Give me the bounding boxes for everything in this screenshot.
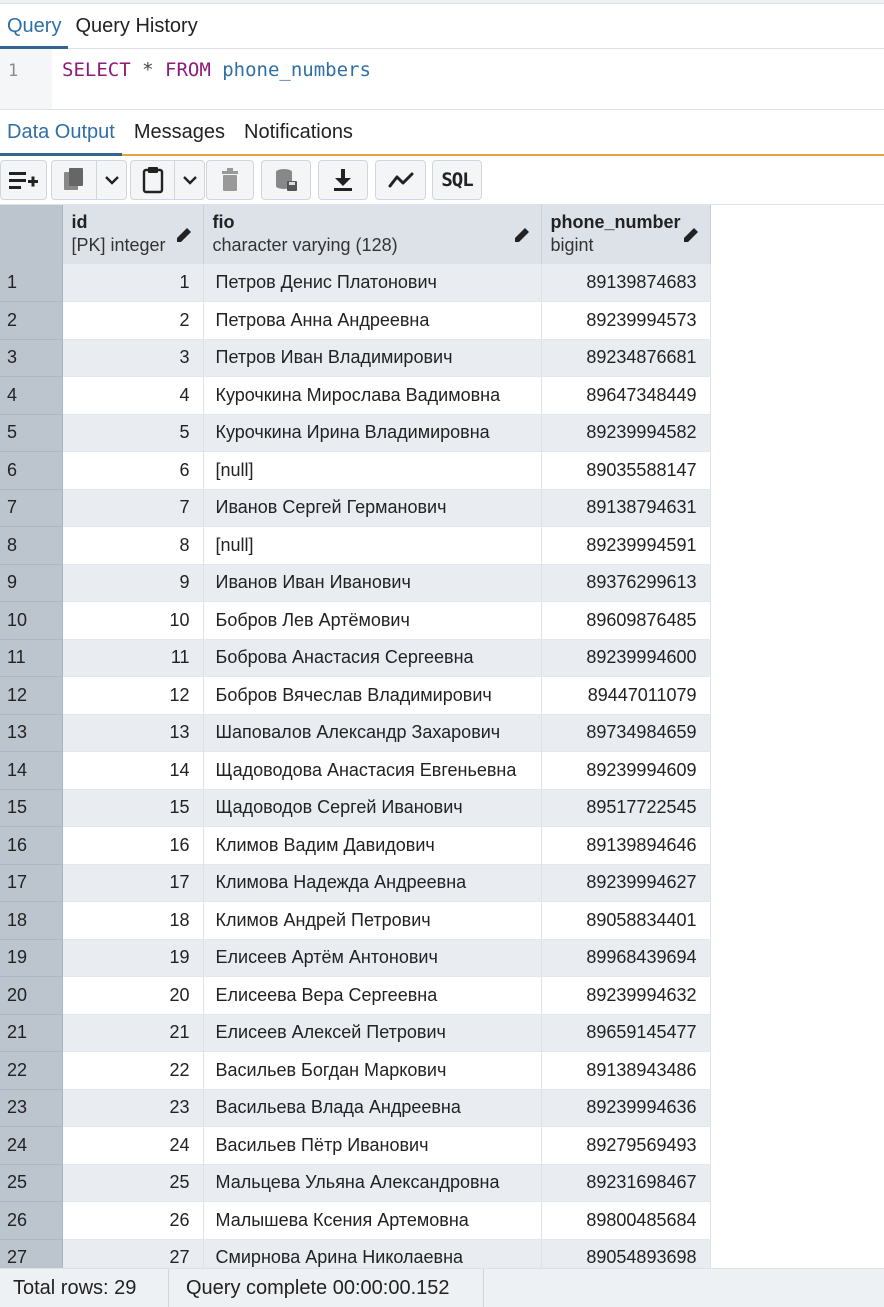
graph-visualiser-icon bbox=[388, 172, 414, 188]
line-number: 1 bbox=[8, 61, 19, 81]
row-number-cell[interactable]: 19 bbox=[0, 939, 62, 977]
cell-fio[interactable]: Климова Надежда Андреевна bbox=[203, 864, 541, 902]
cell-phone-number[interactable]: 89609876485 bbox=[541, 602, 710, 640]
paste-icon bbox=[141, 166, 165, 194]
sql-code-line[interactable] bbox=[62, 59, 371, 81]
cell-id[interactable]: 19 bbox=[62, 939, 203, 977]
cell-fio[interactable]: Климов Андрей Петрович bbox=[203, 902, 541, 940]
table-row[interactable] bbox=[0, 414, 710, 452]
cell-fio[interactable]: Смирнова Арина Николаевна bbox=[203, 1239, 541, 1277]
column-header-id[interactable] bbox=[62, 205, 203, 264]
table-row[interactable] bbox=[0, 452, 710, 490]
pencil-icon[interactable] bbox=[682, 226, 700, 244]
paste-button[interactable] bbox=[130, 160, 175, 200]
row-number-cell[interactable]: 5 bbox=[0, 414, 62, 452]
cell-phone-number[interactable]: 89239994582 bbox=[541, 414, 710, 452]
cell-fio[interactable]: Малышева Ксения Артемовна bbox=[203, 1202, 541, 1240]
table-row[interactable] bbox=[0, 714, 710, 752]
tab-messages[interactable]: Messages bbox=[133, 120, 225, 143]
cell-id[interactable]: 10 bbox=[62, 602, 203, 640]
table-row[interactable] bbox=[0, 752, 710, 790]
paste-options-dropdown[interactable] bbox=[175, 160, 205, 200]
star-operator: * bbox=[142, 59, 154, 81]
cell-phone-number[interactable]: 89058834401 bbox=[541, 902, 710, 940]
row-number-cell[interactable]: 17 bbox=[0, 864, 62, 902]
table-row[interactable] bbox=[0, 1014, 710, 1052]
save-data-button[interactable] bbox=[261, 160, 311, 200]
row-number-cell[interactable]: 10 bbox=[0, 602, 62, 640]
cell-id[interactable]: 25 bbox=[62, 1164, 203, 1202]
row-number-cell[interactable]: 11 bbox=[0, 639, 62, 677]
row-number-cell[interactable]: 14 bbox=[0, 752, 62, 790]
table-row[interactable] bbox=[0, 677, 710, 715]
delete-icon bbox=[220, 168, 240, 192]
row-number-cell[interactable]: 16 bbox=[0, 827, 62, 865]
cell-phone-number[interactable]: 89968439694 bbox=[541, 939, 710, 977]
cell-id[interactable]: 8 bbox=[62, 527, 203, 565]
grid-header-row bbox=[0, 205, 710, 264]
table-row[interactable] bbox=[0, 1202, 710, 1240]
add-row-button[interactable] bbox=[0, 160, 47, 200]
copy-options-dropdown[interactable] bbox=[97, 160, 127, 200]
cell-phone-number[interactable]: 89239994636 bbox=[541, 1089, 710, 1127]
copy-button[interactable] bbox=[51, 160, 97, 200]
editor-gutter bbox=[0, 49, 52, 109]
row-number-cell[interactable]: 8 bbox=[0, 527, 62, 565]
cell-phone-number[interactable]: 89734984659 bbox=[541, 714, 710, 752]
grid-body bbox=[0, 264, 710, 1277]
cell-id[interactable]: 20 bbox=[62, 977, 203, 1015]
tab-data-output[interactable]: Data Output bbox=[0, 110, 122, 154]
table-row[interactable] bbox=[0, 1089, 710, 1127]
cell-phone-number[interactable]: 89239994609 bbox=[541, 752, 710, 790]
cell-fio[interactable]: Елисеев Артём Антонович bbox=[203, 939, 541, 977]
column-header-phone-number[interactable] bbox=[541, 205, 710, 264]
row-number-cell[interactable]: 24 bbox=[0, 1127, 62, 1165]
cell-phone-number[interactable]: 89279569493 bbox=[541, 1127, 710, 1165]
sql-editor[interactable] bbox=[0, 49, 884, 110]
cell-fio[interactable]: Петров Денис Платонович bbox=[203, 264, 541, 302]
row-number-cell[interactable]: 2 bbox=[0, 302, 62, 340]
row-number-cell[interactable]: 3 bbox=[0, 339, 62, 377]
tab-query[interactable]: Query bbox=[0, 4, 68, 48]
cell-id[interactable]: 15 bbox=[62, 789, 203, 827]
add-row-icon bbox=[9, 169, 39, 191]
cell-phone-number[interactable]: 89376299613 bbox=[541, 564, 710, 602]
cell-id[interactable]: 27 bbox=[62, 1239, 203, 1277]
column-header-fio[interactable] bbox=[203, 205, 541, 264]
row-number-cell[interactable]: 23 bbox=[0, 1089, 62, 1127]
row-number-cell[interactable]: 20 bbox=[0, 977, 62, 1015]
table-row[interactable] bbox=[0, 489, 710, 527]
save-data-icon bbox=[274, 168, 298, 192]
table-row[interactable] bbox=[0, 789, 710, 827]
cell-phone-number[interactable]: 89139894646 bbox=[541, 827, 710, 865]
row-number-cell[interactable]: 22 bbox=[0, 1052, 62, 1090]
cell-fio[interactable]: Щадоводова Анастасия Евгеньевна bbox=[203, 752, 541, 790]
cell-fio[interactable]: Курочкина Мирослава Вадимовна bbox=[203, 377, 541, 415]
row-number-cell[interactable]: 27 bbox=[0, 1239, 62, 1277]
status-bar bbox=[0, 1268, 884, 1307]
cell-phone-number[interactable]: 89054893698 bbox=[541, 1239, 710, 1277]
table-row[interactable] bbox=[0, 977, 710, 1015]
cell-id[interactable]: 12 bbox=[62, 677, 203, 715]
cell-phone-number[interactable]: 89139874683 bbox=[541, 264, 710, 302]
cell-fio[interactable]: Елисеев Алексей Петрович bbox=[203, 1014, 541, 1052]
cell-id[interactable]: 11 bbox=[62, 639, 203, 677]
row-number-cell[interactable]: 4 bbox=[0, 377, 62, 415]
cell-id[interactable]: 5 bbox=[62, 414, 203, 452]
query-time-status: Query complete 00:00:00.152 bbox=[168, 1269, 484, 1307]
cell-fio[interactable]: Елисеева Вера Сергеевна bbox=[203, 977, 541, 1015]
cell-id[interactable]: 2 bbox=[62, 302, 203, 340]
cell-phone-number[interactable]: 89234876681 bbox=[541, 339, 710, 377]
cell-fio[interactable]: Бобров Лев Артёмович bbox=[203, 602, 541, 640]
column-name: id bbox=[71, 212, 88, 232]
cell-fio[interactable]: Курочкина Ирина Владимировна bbox=[203, 414, 541, 452]
data-grid bbox=[0, 205, 711, 1277]
cell-id[interactable]: 4 bbox=[62, 377, 203, 415]
row-number-header[interactable] bbox=[0, 205, 62, 264]
cell-phone-number[interactable]: 89800485684 bbox=[541, 1202, 710, 1240]
cell-fio[interactable]: Васильева Влада Андреевна bbox=[203, 1089, 541, 1127]
cell-phone-number[interactable]: 89239994573 bbox=[541, 302, 710, 340]
cell-phone-number[interactable]: 89138943486 bbox=[541, 1052, 710, 1090]
cell-fio[interactable]: Бобров Вячеслав Владимирович bbox=[203, 677, 541, 715]
cell-phone-number[interactable]: 89035588147 bbox=[541, 452, 710, 490]
download-icon bbox=[332, 168, 354, 192]
column-type: character varying (128) bbox=[212, 235, 398, 255]
table-row[interactable] bbox=[0, 902, 710, 940]
pencil-icon[interactable] bbox=[513, 226, 531, 244]
cell-fio[interactable]: Петров Иван Владимирович bbox=[203, 339, 541, 377]
table-identifier: phone_numbers bbox=[222, 59, 371, 81]
cell-id[interactable]: 7 bbox=[62, 489, 203, 527]
row-number-cell[interactable]: 1 bbox=[0, 264, 62, 302]
cell-id[interactable]: 16 bbox=[62, 827, 203, 865]
chevron-down-icon bbox=[182, 175, 198, 185]
cell-fio[interactable]: [null] bbox=[203, 527, 541, 565]
cell-id[interactable]: 23 bbox=[62, 1089, 203, 1127]
cell-phone-number[interactable]: 89647348449 bbox=[541, 377, 710, 415]
cell-id[interactable]: 3 bbox=[62, 339, 203, 377]
cell-phone-number[interactable]: 89231698467 bbox=[541, 1164, 710, 1202]
table-row[interactable] bbox=[0, 1052, 710, 1090]
tab-query-history[interactable]: Query History bbox=[75, 14, 198, 37]
row-number-cell[interactable]: 15 bbox=[0, 789, 62, 827]
column-type: bigint bbox=[550, 235, 594, 255]
cell-id[interactable]: 22 bbox=[62, 1052, 203, 1090]
row-number-cell[interactable]: 18 bbox=[0, 902, 62, 940]
delete-button[interactable] bbox=[206, 160, 254, 200]
table-row[interactable] bbox=[0, 377, 710, 415]
cell-id[interactable]: 14 bbox=[62, 752, 203, 790]
download-button[interactable] bbox=[318, 160, 368, 200]
table-row[interactable] bbox=[0, 264, 710, 302]
graph-visualiser-button[interactable] bbox=[375, 160, 426, 200]
cell-fio[interactable]: Мальцева Ульяна Александровна bbox=[203, 1164, 541, 1202]
cell-phone-number[interactable]: 89239994627 bbox=[541, 864, 710, 902]
cell-fio[interactable]: [null] bbox=[203, 452, 541, 490]
cell-phone-number[interactable]: 89138794631 bbox=[541, 489, 710, 527]
column-name: fio bbox=[212, 212, 235, 232]
cell-phone-number[interactable]: 89239994600 bbox=[541, 639, 710, 677]
pencil-icon[interactable] bbox=[175, 226, 193, 244]
cell-fio[interactable]: Щадоводов Сергей Иванович bbox=[203, 789, 541, 827]
table-row[interactable] bbox=[0, 639, 710, 677]
table-row[interactable] bbox=[0, 939, 710, 977]
output-tabs bbox=[0, 110, 884, 156]
cell-fio[interactable]: Иванов Иван Иванович bbox=[203, 564, 541, 602]
cell-id[interactable]: 24 bbox=[62, 1127, 203, 1165]
row-number-cell[interactable]: 12 bbox=[0, 677, 62, 715]
table-row[interactable] bbox=[0, 1164, 710, 1202]
cell-id[interactable]: 26 bbox=[62, 1202, 203, 1240]
row-number-cell[interactable]: 21 bbox=[0, 1014, 62, 1052]
keyword-from: FROM bbox=[165, 59, 211, 81]
cell-fio[interactable]: Шаповалов Александр Захарович bbox=[203, 714, 541, 752]
table-row[interactable] bbox=[0, 339, 710, 377]
row-number-cell[interactable]: 25 bbox=[0, 1164, 62, 1202]
column-type: [PK] integer bbox=[71, 235, 166, 255]
cell-id[interactable]: 18 bbox=[62, 902, 203, 940]
data-toolbar bbox=[0, 157, 884, 205]
total-rows-status: Total rows: 29 bbox=[13, 1276, 137, 1299]
cell-fio[interactable]: Боброва Анастасия Сергеевна bbox=[203, 639, 541, 677]
table-row[interactable] bbox=[0, 827, 710, 865]
cell-phone-number[interactable]: 89239994591 bbox=[541, 527, 710, 565]
chevron-down-icon bbox=[104, 175, 120, 185]
row-number-cell[interactable]: 7 bbox=[0, 489, 62, 527]
cell-fio[interactable]: Васильев Пётр Иванович bbox=[203, 1127, 541, 1165]
row-number-cell[interactable]: 26 bbox=[0, 1202, 62, 1240]
column-name: phone_number bbox=[550, 212, 681, 232]
cell-phone-number[interactable]: 89447011079 bbox=[541, 677, 710, 715]
cell-phone-number[interactable]: 89659145477 bbox=[541, 1014, 710, 1052]
copy-icon bbox=[62, 167, 86, 193]
cell-id[interactable]: 13 bbox=[62, 714, 203, 752]
keyword-select: SELECT bbox=[62, 59, 131, 81]
cell-id[interactable]: 9 bbox=[62, 564, 203, 602]
cell-phone-number[interactable]: 89517722545 bbox=[541, 789, 710, 827]
table-row[interactable] bbox=[0, 564, 710, 602]
cell-fio[interactable]: Иванов Сергей Германович bbox=[203, 489, 541, 527]
cell-id[interactable]: 17 bbox=[62, 864, 203, 902]
table-row[interactable] bbox=[0, 527, 710, 565]
row-number-cell[interactable]: 13 bbox=[0, 714, 62, 752]
row-number-cell[interactable]: 9 bbox=[0, 564, 62, 602]
cell-id[interactable]: 1 bbox=[62, 264, 203, 302]
cell-fio[interactable]: Васильев Богдан Маркович bbox=[203, 1052, 541, 1090]
table-row[interactable] bbox=[0, 1127, 710, 1165]
cell-fio[interactable]: Климов Вадим Давидович bbox=[203, 827, 541, 865]
table-row[interactable] bbox=[0, 602, 710, 640]
table-row[interactable] bbox=[0, 302, 710, 340]
sql-button[interactable]: SQL bbox=[432, 160, 482, 200]
tab-notifications[interactable]: Notifications bbox=[244, 120, 353, 143]
table-row[interactable] bbox=[0, 864, 710, 902]
cell-id[interactable]: 21 bbox=[62, 1014, 203, 1052]
query-tabs bbox=[0, 4, 884, 49]
row-number-cell[interactable]: 6 bbox=[0, 452, 62, 490]
cell-id[interactable]: 6 bbox=[62, 452, 203, 490]
cell-phone-number[interactable]: 89239994632 bbox=[541, 977, 710, 1015]
cell-fio[interactable]: Петрова Анна Андреевна bbox=[203, 302, 541, 340]
